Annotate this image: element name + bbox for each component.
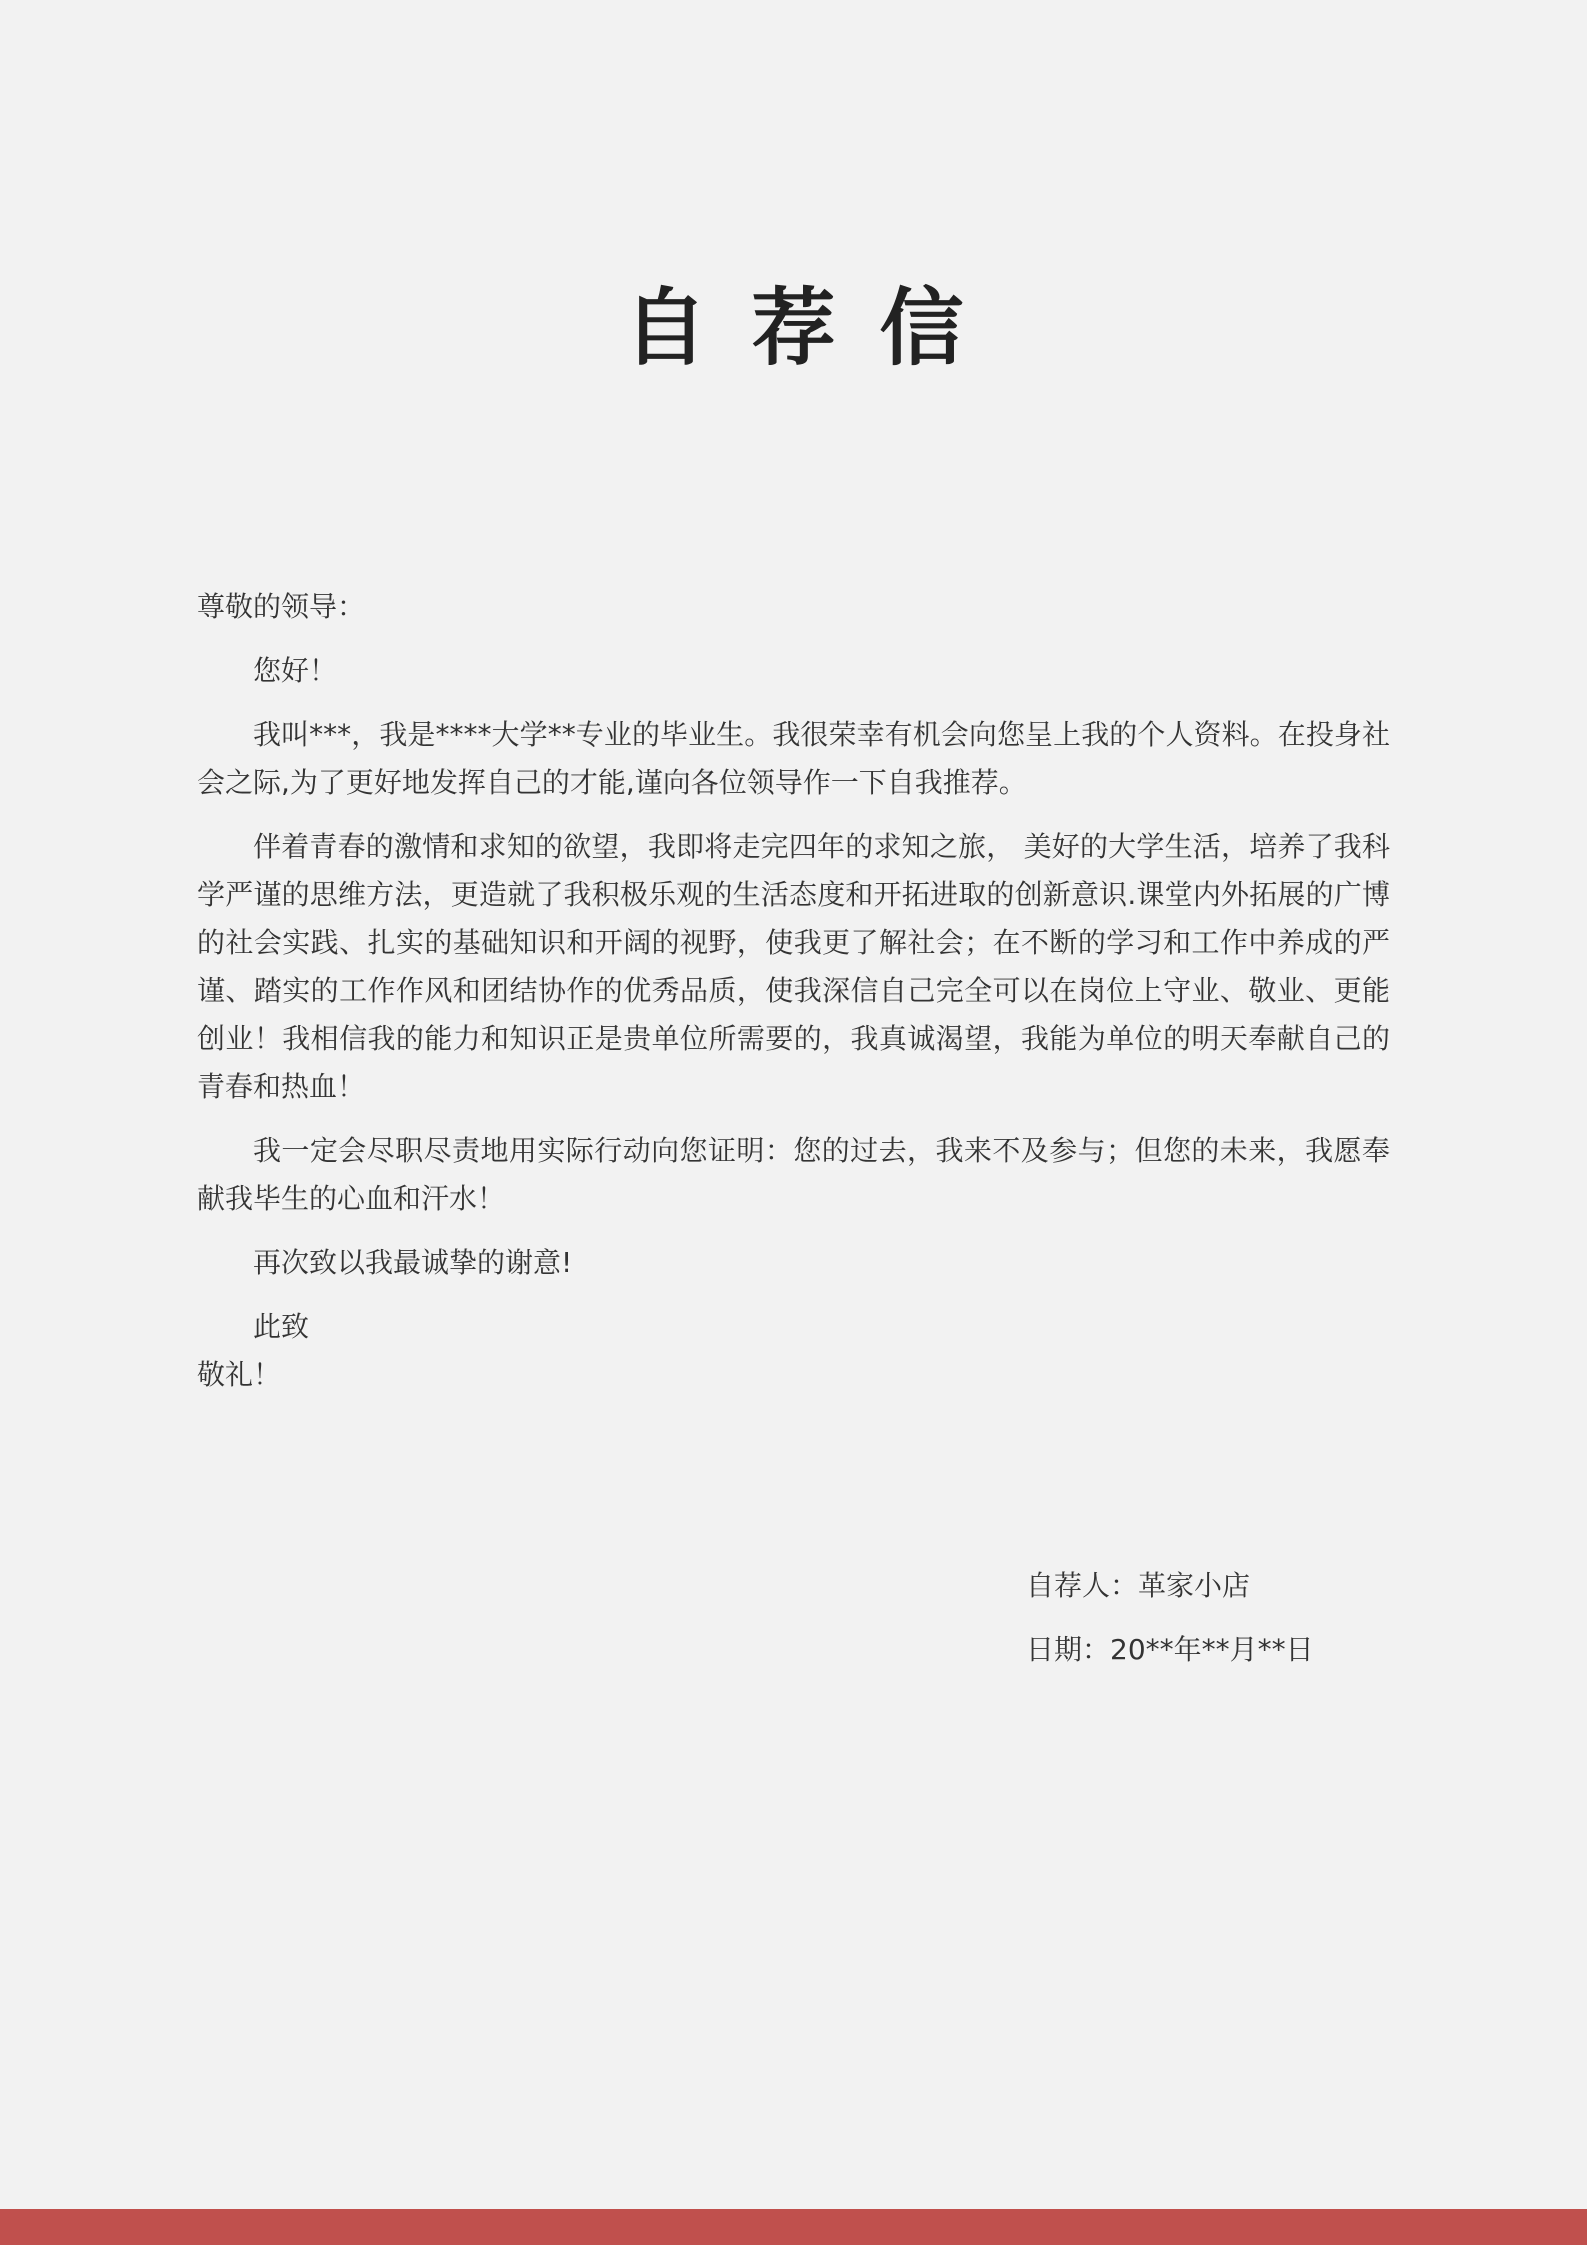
signature-block [1026,1562,1314,1690]
signer-line: 自荐人：革家小店 [1026,1569,1251,1602]
footer-accent-bar [0,2209,1587,2245]
regards: 敬礼！ [197,1358,282,1391]
body-paragraph-3: 我一定会尽职尽责地用实际行动向您证明：您的过去，我来不及参与；但您的未来，我愿奉献我毕生的心血和汗水！ [197,1134,1390,1215]
body-paragraph-1: 我叫***，我是****大学**专业的毕业生。我很荣幸有机会向您呈上我的个人资料。在投身社会之际,为了更好地发挥自己的才能,谨向各位领导作一下自我推荐。 [197,718,1390,799]
letter-title: 自荐信 [623,279,1008,377]
date-line: 日期：20**年**月**日 [1026,1633,1314,1666]
letter-body [197,583,1390,1415]
greeting: 您好！ [253,654,338,687]
salutation: 尊敬的领导： [197,590,366,623]
body-paragraph-4: 再次致以我最诚挚的谢意! [253,1246,573,1279]
body-paragraph-2: 伴着青春的激情和求知的欲望，我即将走完四年的求知之旅， 美好的大学生活，培养了我科学严谨的思维方法，更造就了我积极乐观的生活态度和开拓进取的创新意识.课堂内外拓展的广博的社会实践、扎实的基础知识和开阔的视野，使我更了解社会；在不断的学习和工作中养成的严谨、踏实的工作作风和团结协作的优秀品质，使我深信自己完全可以在岗位上守业、敬业、更能创业！我相信我的能力和知识正是贵单位所需要的，我真诚渴望，我能为单位的明天奉献自己的青春和热血！ [197,830,1390,1103]
closing: 此致 [253,1310,310,1343]
